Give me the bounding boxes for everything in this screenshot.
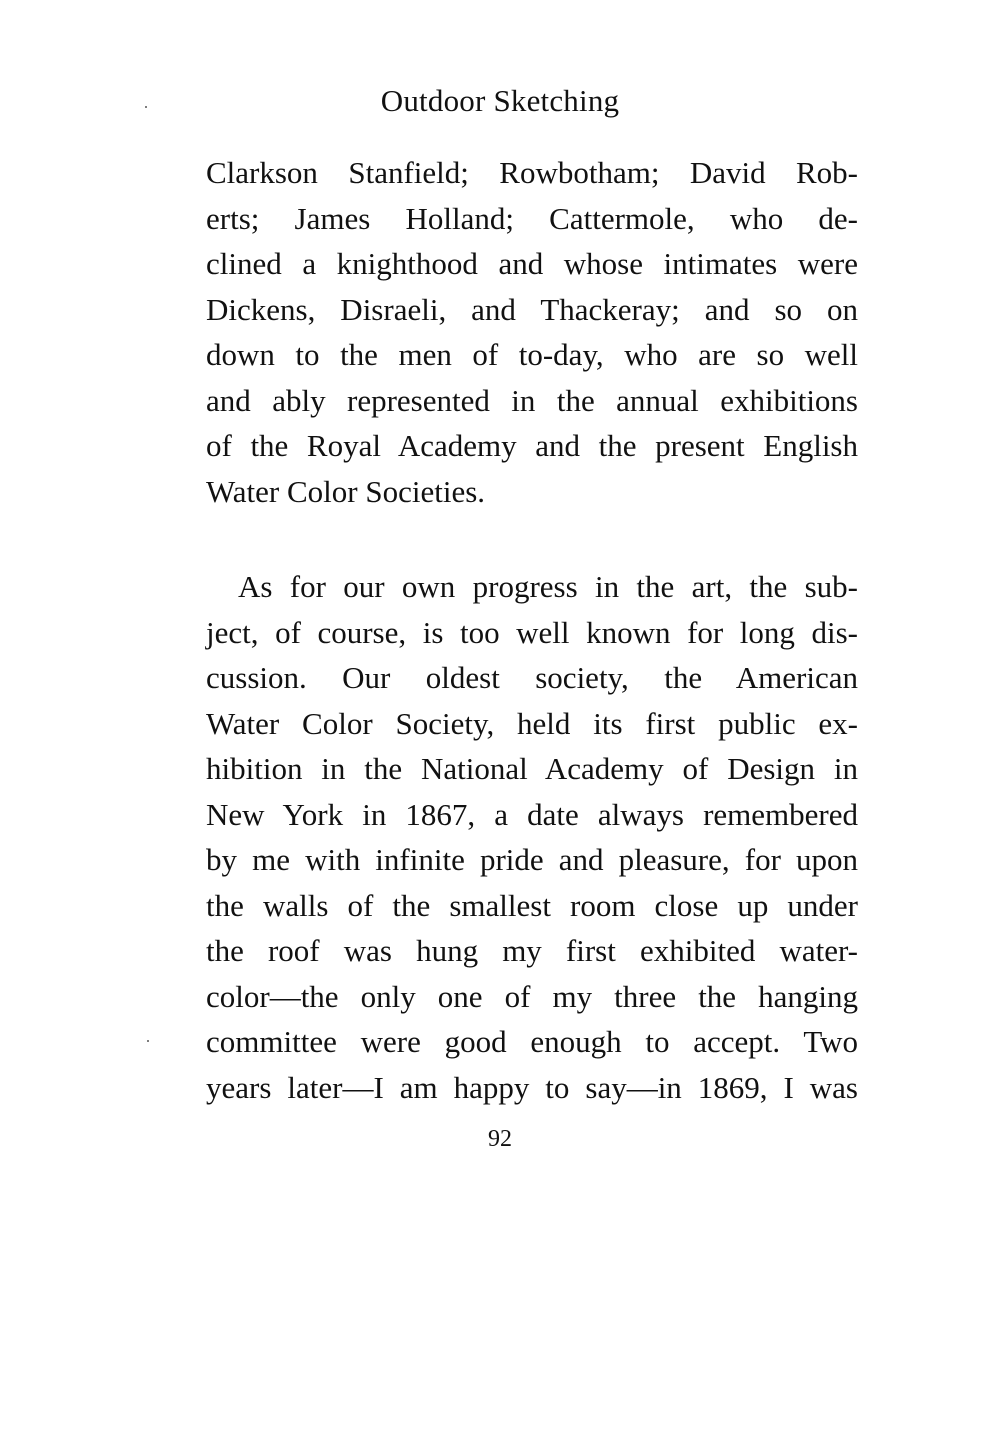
paragraph-1 [206, 150, 858, 514]
text-line: years later—I am happy to say—in 1869, I was [206, 1069, 858, 1105]
paragraph-2 [206, 564, 858, 1110]
text-line: cussion. Our oldest society, the American [206, 660, 858, 695]
text-line: down to the men of to-day, who are so well [206, 337, 858, 372]
scan-speck [147, 1040, 149, 1042]
text-line: color—the only one of my three the hanging [206, 978, 858, 1014]
text-line: committee were good enough to accept. Two [206, 1024, 858, 1059]
text-line: Clarkson Stanfield; Rowbotham; David Rob- [206, 155, 858, 190]
text-line: Water Color Societies. [206, 473, 486, 509]
text-line: the roof was hung my first exhibited water- [206, 933, 858, 968]
text-line: As for our own progress in the art, the sub- [238, 569, 858, 604]
text-line: erts; James Holland; Cattermole, who de- [206, 200, 858, 236]
text-line: and ably represented in the annual exhibitions [206, 382, 858, 418]
text-line: Water Color Society, held its first public ex- [206, 705, 858, 741]
text-line: New York in 1867, a date always remembered [206, 796, 858, 832]
text-line: clined a knighthood and whose intimates were [206, 246, 858, 281]
text-line: Dickens, Disraeli, and Thackeray; and so on [206, 291, 858, 327]
page-number: 92 [488, 1126, 512, 1152]
text-line: hibition in the National Academy of Design in [206, 751, 858, 786]
scan-speck [145, 106, 147, 108]
text-line: of the Royal Academy and the present English [206, 428, 858, 463]
text-line: ject, of course, is too well known for long dis- [206, 614, 858, 650]
text-line: the walls of the smallest room close up under [206, 887, 858, 923]
text-line: by me with infinite pride and pleasure, for upon [206, 842, 858, 877]
running-head: Outdoor Sketching [380, 83, 620, 118]
